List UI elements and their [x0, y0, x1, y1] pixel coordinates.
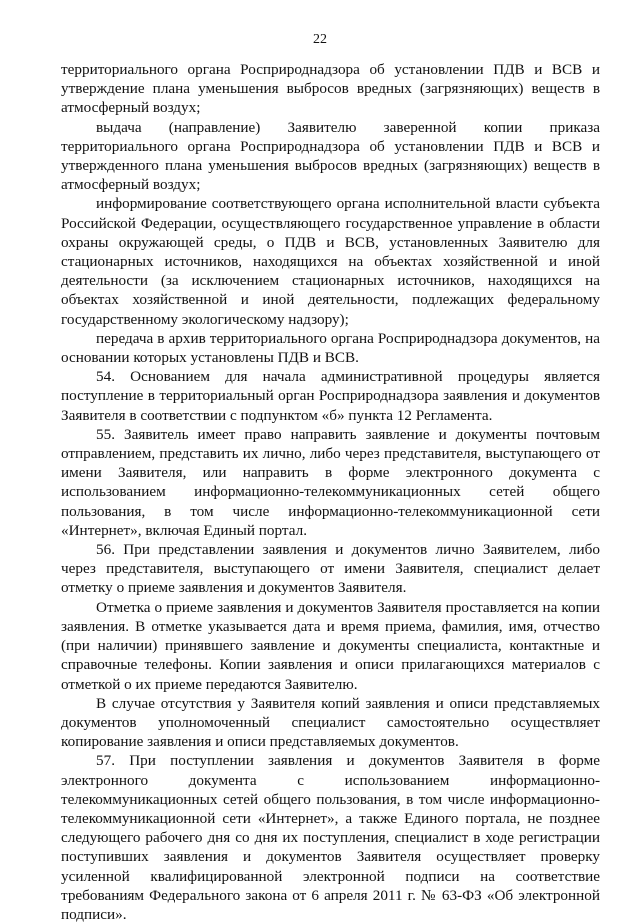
page-number: 22 — [313, 32, 327, 47]
paragraph-issuance: выдача (направление) Заявителю заверенной копии приказа территориального органа Росприроднадзора об установлении ПДВ и ВСВ и утвержденного плана уменьшения выбросов вредных (загрязняющих) веществ в атмосферный воздух; — [61, 118, 600, 194]
paragraph-56: 56. При представлении заявления и документов лично Заявителем, либо через представителя, выступающего от имени Заявителя, специалист делает отметку о приеме заявления и документов Заявителя. — [61, 541, 600, 597]
paragraph-57: 57. При поступлении заявления и документов Заявителя в форме электронного документа с использованием информационно-телекоммуникационных сетей общего пользования, в том числе информационно-телекоммуникационной сети «Интернет», а также Единого портала, не позднее следующего рабочего дня со дня их поступления, специалист в ходе регистрации поступивших заявления и документов Заявителя осуществляет проверку усиленной квалифицированной электронной подписи на соответствие требованиям Федерального закона от 6 апреля 2011 г. № 63-ФЗ «Об электронной подписи». — [61, 752, 600, 923]
paragraph-continuation: территориального органа Росприроднадзора об установлении ПДВ и ВСВ и утверждение плана уменьшения выбросов вредных (загрязняющих) веществ в атмосферный воздух; — [61, 61, 600, 117]
paragraph-receipt-mark: Отметка о приеме заявления и документов Заявителя проставляется на копии заявления. В отметке указывается дата и время приема, фамилия, имя, отчество (при наличии) принявшего заявление и документы специалиста, контактные и справочные телефоны. Копии заявления и описи прилагающихся материалов с отметкой о их приеме передаются Заявителю. — [61, 598, 600, 693]
paragraph-archive: передача в архив территориального органа Росприроднадзора документов, на основании которых установлены ПДВ и ВСВ. — [61, 329, 600, 367]
paragraph-54: 54. Основанием для начала административной процедуры является поступление в территориальный орган Росприроднадзора заявления и документов Заявителя в соответствии с подпунктом «б» пункта 12 Регламента. — [61, 368, 600, 424]
paragraph-55: 55. Заявитель имеет право направить заявление и документы почтовым отправлением, представить их лично, либо через представителя, выступающего от имени Заявителя, или направить в форме электронного документа с использованием информационно-телекоммуникационных сетей общего пользования, в том числе информационно-телекоммуникационной сети «Интернет», включая Единый портал. — [61, 425, 600, 539]
paragraph-copy-absence: В случае отсутствия у Заявителя копий заявления и описи представляемых документов уполномоченный специалист самостоятельно осуществляет копирование заявления и описи представляемых документов. — [61, 694, 600, 751]
paragraph-informing: информирование соответствующего органа исполнительной власти субъекта Российской Федерации, осуществляющего государственное управление в области охраны окружающей среды, о ПДВ и ВСВ, установленных Заявителю для стационарных источников, находящихся на объектах хозяйственной и иной деятельности (за исключением стационарных источников, находящихся на объектах хозяйственной и иной деятельности, подлежащих федеральному государственному экологическому надзору); — [61, 195, 600, 328]
document-body — [61, 60, 600, 924]
